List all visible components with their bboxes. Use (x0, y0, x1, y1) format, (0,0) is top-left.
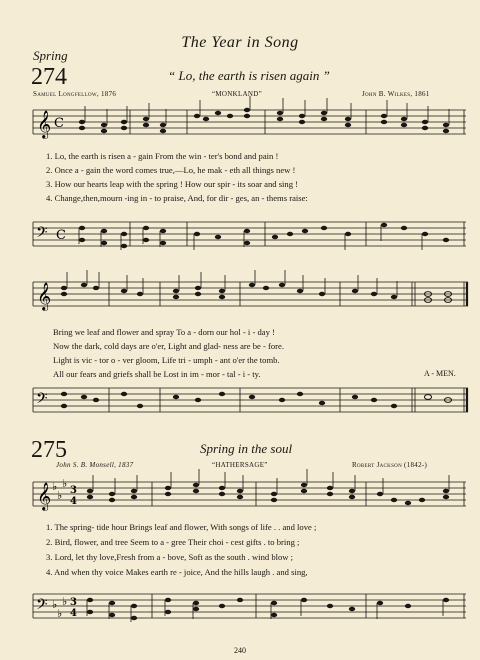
page-number: 240 (234, 646, 246, 655)
svg-text:𝄢: 𝄢 (36, 596, 48, 617)
svg-text:𝄢: 𝄢 (36, 224, 48, 245)
hymn-author: John S. B. Monsell, 1837 (56, 461, 134, 469)
section-title: The Year in Song (181, 34, 299, 51)
svg-text:♭: ♭ (57, 489, 63, 502)
hymn-tune: “MONKLAND” (212, 90, 263, 98)
verse-line: 1. The spring- tide hour Brings leaf and flower, With songs of life . . and love ; (46, 522, 317, 532)
music-staff (0, 212, 480, 262)
svg-text:4: 4 (70, 608, 77, 619)
refrain-line: All our fears and griefs shall be Lost in im - mor - tal - i - ty. (53, 369, 261, 379)
svg-text:♭: ♭ (52, 598, 58, 611)
svg-text:♭: ♭ (52, 480, 58, 493)
verse-line: 4. Change,then,mourn -ing in - to praise, And, for dir - ges, an - thems raise: (46, 193, 308, 203)
verse-line: 2. Bird, flower, and tree Seem to a - gree Their choi - cest gifts . to bring ; (46, 537, 300, 547)
svg-text:C: C (54, 116, 64, 131)
music-staff (0, 470, 480, 520)
hymn-composer: Robert Jackson (1842-) (352, 461, 428, 469)
verse-line: 1. Lo, the earth is risen a - gain From the win - ter's bond and pain ! (46, 151, 279, 161)
music-staff (0, 272, 480, 322)
svg-text:3: 3 (70, 597, 77, 608)
svg-text:𝄢: 𝄢 (36, 390, 48, 411)
svg-text:𝄞: 𝄞 (37, 110, 52, 138)
refrain-line: Now the dark, cold days are o'er, Light and glad- ness are be - fore. (53, 341, 284, 351)
verse-line: 3. Lord, let thy love,Fresh from a - bove, Soft as the south . wind blow ; (46, 552, 294, 562)
svg-text:C: C (56, 228, 66, 243)
svg-text:3: 3 (70, 485, 77, 496)
music-staff (0, 582, 480, 632)
svg-text:♭: ♭ (57, 607, 63, 620)
svg-text:♭: ♭ (62, 595, 68, 608)
svg-text:4: 4 (70, 496, 77, 507)
verse-line: 2. Once a - gain the word comes true,—Lo, he mak - eth all things new ! (46, 165, 296, 175)
hymn-tune: “HATHERSAGE” (212, 461, 268, 469)
music-staff (0, 380, 480, 426)
svg-text:𝄞: 𝄞 (37, 482, 52, 510)
hymn-number: 274 (31, 64, 67, 90)
hymn-title: Spring in the soul (200, 441, 293, 456)
amen-label: A - MEN. (424, 369, 456, 378)
music-staff (0, 100, 480, 150)
refrain-line: Bring we leaf and flower and spray To a - dorn our hol - i - day ! (53, 327, 275, 337)
hymn-composer: John B. Wilkes, 1861 (362, 90, 430, 98)
svg-text:𝄞: 𝄞 (37, 282, 52, 310)
refrain-line: Light is vic - tor o - ver gloom, Life tri - umph - ant o'er the tomb. (53, 355, 280, 365)
svg-text:♭: ♭ (62, 477, 68, 490)
hymn-number: 275 (31, 437, 67, 463)
hymn-author: Samuel Longfellow, 1876 (33, 90, 117, 98)
hymn-title: “ Lo, the earth is risen again ” (168, 68, 330, 83)
verse-line: 3. How our hearts leap with the spring ! How our spir - its soar and sing ! (46, 179, 299, 189)
verse-line: 4. And when thy voice Makes earth re - joice, And the hills laugh . and sing, (46, 567, 308, 577)
season-label: Spring (33, 48, 68, 63)
